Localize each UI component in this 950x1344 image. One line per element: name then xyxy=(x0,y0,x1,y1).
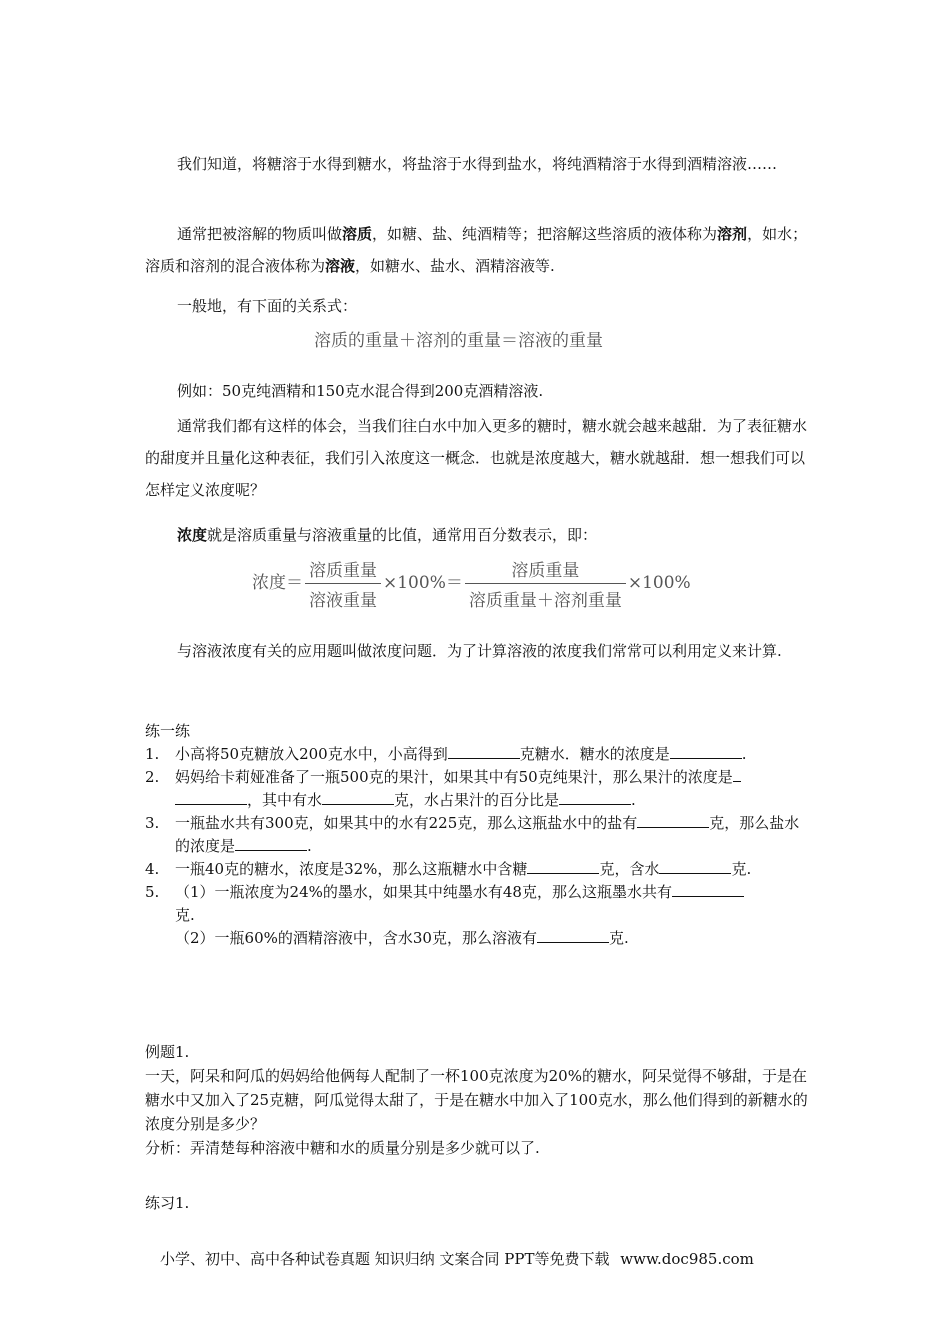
question-number: 4. xyxy=(145,860,160,878)
example-1-analysis: 分析：弄清楚每种溶液中糖和水的质量分别是多少就可以了. xyxy=(145,1139,540,1157)
text-segment: ，如糖水、盐水、酒精溶液等. xyxy=(355,257,555,275)
fraction-1-denominator: 溶液重量 xyxy=(309,591,377,611)
intro-paragraph-7: 与溶液浓度有关的应用题叫做浓度问题．为了计算溶液的浓度我们常常可以利用定义来计算. xyxy=(177,642,782,660)
fraction-2-denominator: 溶质重量＋溶剂重量 xyxy=(468,591,622,611)
fraction-1-numerator: 溶质重量 xyxy=(305,556,381,584)
answer-blank[interactable] xyxy=(537,927,609,943)
question-text: . xyxy=(741,745,747,763)
question-number: 1. xyxy=(145,745,160,763)
term-solution: 溶液 xyxy=(325,257,356,275)
question-number: 2. xyxy=(145,768,160,786)
intro-paragraph-3: 一般地，有下面的关系式： xyxy=(177,297,358,315)
fraction-2-numerator: 溶质重量 xyxy=(465,556,626,584)
intro-paragraph-1: 我们知道，将糖溶于水得到糖水，将盐溶于水得到盐水，将纯酒精溶于水得到酒精溶液…… xyxy=(177,155,778,173)
answer-blank[interactable] xyxy=(175,789,247,805)
practice-question-2 xyxy=(145,766,810,812)
answer-blank[interactable] xyxy=(235,835,307,851)
text-segment: ，如水；溶质和溶剂的混合液体称为 xyxy=(145,225,808,275)
practice-title: 练一练 xyxy=(145,722,191,740)
formula-weight-relation: 溶质的重量＋溶剂的重量＝溶液的重量 xyxy=(314,331,603,351)
question-text: ，其中有水 xyxy=(247,791,323,809)
answer-blank[interactable] xyxy=(448,743,520,759)
practice-question-3 xyxy=(145,812,810,858)
formula-multiplier-2: ×100% xyxy=(627,573,691,593)
practice-question-1 xyxy=(145,743,810,766)
term-concentration: 浓度 xyxy=(177,526,208,544)
text-segment: 就是溶质重量与溶液重量的比值，通常用百分数表示，即： xyxy=(207,526,598,544)
question-number: 3. xyxy=(145,814,160,832)
question-text: 克. xyxy=(731,860,752,878)
answer-blank[interactable] xyxy=(733,766,741,782)
practice-question-5 xyxy=(145,881,810,950)
example-1-body: 一天，阿呆和阿瓜的妈妈给他俩每人配制了一杯100克浓度为20%的糖水，阿呆觉得不够甜，于是在糖水中又加入了25克糖，阿瓜觉得太甜了，于是在糖水中加入了100克水，那么他们得到的新糖水的浓度分别是多少？ xyxy=(145,1067,808,1133)
answer-blank[interactable] xyxy=(527,858,599,874)
answer-blank[interactable] xyxy=(322,789,394,805)
question-text: （1）一瓶浓度为24%的墨水，如果其中纯墨水有48克，那么这瓶墨水共有 xyxy=(175,883,672,901)
question-text: 一瓶盐水共有300克，如果其中的水有225克，那么这瓶盐水中的盐有 xyxy=(175,814,638,832)
fraction-2 xyxy=(465,556,626,611)
question-text: . xyxy=(631,791,636,809)
question-text: 克，那么盐水的浓度是 xyxy=(175,814,800,855)
question-text: 克糖水．糖水的浓度是 xyxy=(519,745,670,763)
term-solute: 溶质 xyxy=(342,225,373,243)
answer-blank[interactable] xyxy=(559,789,631,805)
question-text: 克，水占果汁的百分比是 xyxy=(394,791,560,809)
example-1-section xyxy=(145,1040,810,1160)
intro-paragraph-2 xyxy=(145,218,810,282)
question-text: 克. xyxy=(608,929,629,947)
practice-section xyxy=(145,720,810,950)
fraction-1 xyxy=(305,556,381,611)
footer-url[interactable]: www.doc985.com xyxy=(620,1250,754,1268)
question-text: . xyxy=(307,837,312,855)
question-text: 妈妈给卡莉娅准备了一瓶500克的果汁，如果其中有50克纯果汁，那么果汁的浓度是 xyxy=(175,768,733,786)
footer-text: 小学、初中、高中各种试卷真题 知识归纳 文案合同 PPT等免费下载 xyxy=(160,1250,610,1268)
text-segment: 通常把被溶解的物质叫做 xyxy=(177,225,343,243)
answer-blank[interactable] xyxy=(670,743,742,759)
example-1-title: 例题1. xyxy=(145,1043,190,1061)
practice-question-4 xyxy=(145,858,810,881)
question-text: 克. xyxy=(175,906,195,924)
intro-example-paragraph: 例如：50克纯酒精和150克水混合得到200克酒精溶液. xyxy=(177,382,544,400)
answer-blank[interactable] xyxy=(672,881,744,897)
formula-multiplier-1: ×100%＝ xyxy=(383,573,463,593)
question-text: 克，含水 xyxy=(599,860,660,878)
question-number: 5. xyxy=(145,883,160,901)
term-solvent: 溶剂 xyxy=(717,225,748,243)
text-segment: ，如糖、盐、纯酒精等；把溶解这些溶质的液体称为 xyxy=(372,225,718,243)
formula-concentration xyxy=(252,556,691,611)
answer-blank[interactable] xyxy=(659,858,731,874)
formula-lhs: 浓度＝ xyxy=(252,573,303,593)
intro-paragraph-5: 通常我们都有这样的体会，当我们往白水中加入更多的糖时，糖水就会越来越甜．为了表征糖水的甜度并且量化这种表征，我们引入浓度这一概念．也就是浓度越大，糖水就越甜．想一想我们可以怎样定义浓度呢？ xyxy=(145,417,808,499)
question-text: （2）一瓶60%的酒精溶液中，含水30克，那么溶液有 xyxy=(175,929,537,947)
answer-blank[interactable] xyxy=(637,812,709,828)
concentration-definition xyxy=(145,519,810,551)
question-text: 小高将50克糖放入200克水中，小高得到 xyxy=(175,745,448,763)
page-footer xyxy=(160,1248,760,1269)
question-text: 一瓶40克的糖水，浓度是32%，那么这瓶糖水中含糖 xyxy=(175,860,528,878)
exercise-1-title: 练习1. xyxy=(145,1194,190,1212)
